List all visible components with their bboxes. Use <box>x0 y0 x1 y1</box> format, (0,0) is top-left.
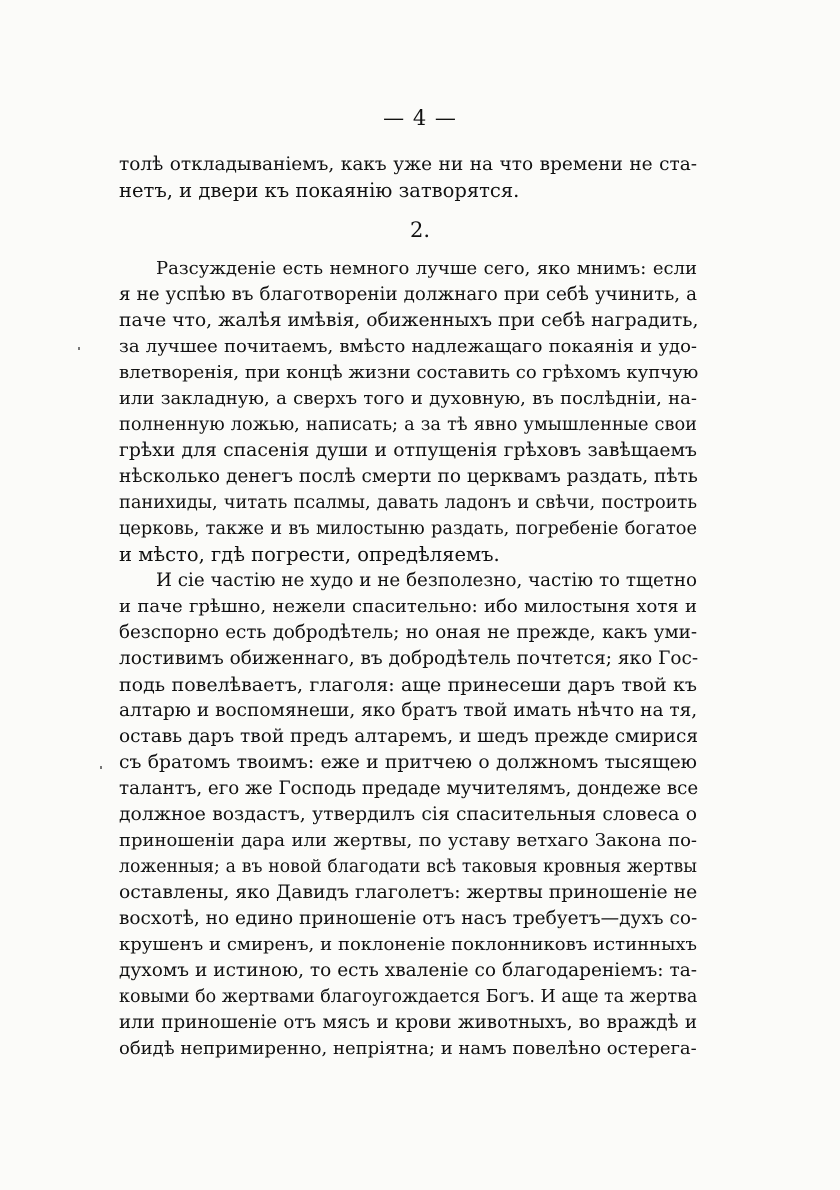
text-line: ковыми бо жертвами благоугождается Богъ. И аще та жертва <box>119 987 698 1007</box>
text-line: влетворенія, при концѣ жизни составить со грѣхомъ купчую <box>119 362 699 383</box>
paper-speck <box>78 347 80 350</box>
text-line: или приношеніе отъ мясъ и крови животныхъ, во враждѣ и <box>119 1012 697 1033</box>
text-line: съ братомъ твоимъ: еже и притчею о должномъ тысящею <box>119 752 697 773</box>
text-line: лостивимъ обиженнаго, въ добродѣтель почтется; яко Гос- <box>119 648 699 669</box>
text-line: и паче грѣшно, нежели спасительно: ибо милостыня хотя и <box>119 596 697 617</box>
text-line: я не успѣю въ благотвореніи должнаго при себѣ учинить, а <box>119 284 697 305</box>
text-line: оставлены, яко Давидъ глаголетъ: жертвы приношеніе не <box>119 882 698 903</box>
text-line: за лучшее почитаемъ, вмѣсто надлежащаго покаянія и удо- <box>119 336 697 357</box>
text-line: оставь даръ твой предъ алтаремъ, и шедъ прежде смирися <box>119 726 699 747</box>
text-line: восхотѣ, но едино приношеніе отъ насъ требуетъ—духъ со- <box>119 908 698 929</box>
text-line: подь повелѣваетъ, глаголя: аще принесеши даръ твой къ <box>119 674 697 696</box>
paper-speck <box>100 766 102 769</box>
text-line: ложенныя; а въ новой благодати всѣ таковыя кровныя жертвы <box>119 857 697 877</box>
text-line: полненную ложью, написать; а за тѣ явно умышленные свои <box>119 415 697 435</box>
text-line: панихиды, читать псалмы, давать ладонъ и свѣчи, построить <box>119 493 697 513</box>
text-line: крушенъ и смиренъ, и поклоненіе поклонниковъ истинныхъ <box>119 934 697 955</box>
text-line: или закладную, а сверхъ того и духовную, въ послѣдніи, на- <box>119 388 697 409</box>
section-number: 2. <box>409 218 431 242</box>
text-line: и мѣсто, гдѣ погрести, опредѣляемъ. <box>119 543 500 566</box>
text-line: грѣхи для спасенія души и отпущенія грѣховъ завѣщаемъ <box>119 440 697 461</box>
text-line: должное воздастъ, утвердилъ сія спасительныя словеса о <box>119 804 697 825</box>
text-line: толѣ откладываніемъ, какъ уже ни на что времени не ста- <box>119 154 697 175</box>
paragraph-2 <box>119 568 697 1062</box>
text-line: безспорно есть добродѣтель; но оная не прежде, какъ уми- <box>119 622 697 643</box>
intro-text <box>119 152 697 204</box>
text-line: Разсужденіе есть немного лучше сего, яко мнимъ: если <box>156 258 697 279</box>
text-line: талантъ, его же Господь предаде мучителямъ, дондеже все <box>119 778 699 799</box>
text-line: духомъ и истиною, то есть хваленіе со благодареніемъ: та- <box>119 960 697 981</box>
text-line: приношеніи дара или жертвы, по уставу ветхаго Закона по- <box>119 830 697 851</box>
paragraph-1 <box>119 256 697 568</box>
text-line: алтарю и воспомянеши, яко братъ твой имать нѣчто на тя, <box>119 700 698 721</box>
page-number: — 4 — <box>383 106 457 130</box>
text-line: паче что, жалѣя имѣвія, обиженныхъ при себѣ наградить, <box>119 310 699 331</box>
text-line: нетъ, и двери къ покаянію затворятся. <box>119 179 520 202</box>
text-line: И сіе частію не худо и не безполезно, частію то тщетно <box>156 570 697 591</box>
text-line: церковь, также и въ милостыню раздать, погребеніе богатое <box>119 519 697 539</box>
text-line: обидѣ непримиренно, непріятна; и намъ повелѣно остерега- <box>119 1038 697 1059</box>
text-line: нѣсколько денегъ послѣ смерти по церквамъ раздать, пѣть <box>119 466 698 487</box>
